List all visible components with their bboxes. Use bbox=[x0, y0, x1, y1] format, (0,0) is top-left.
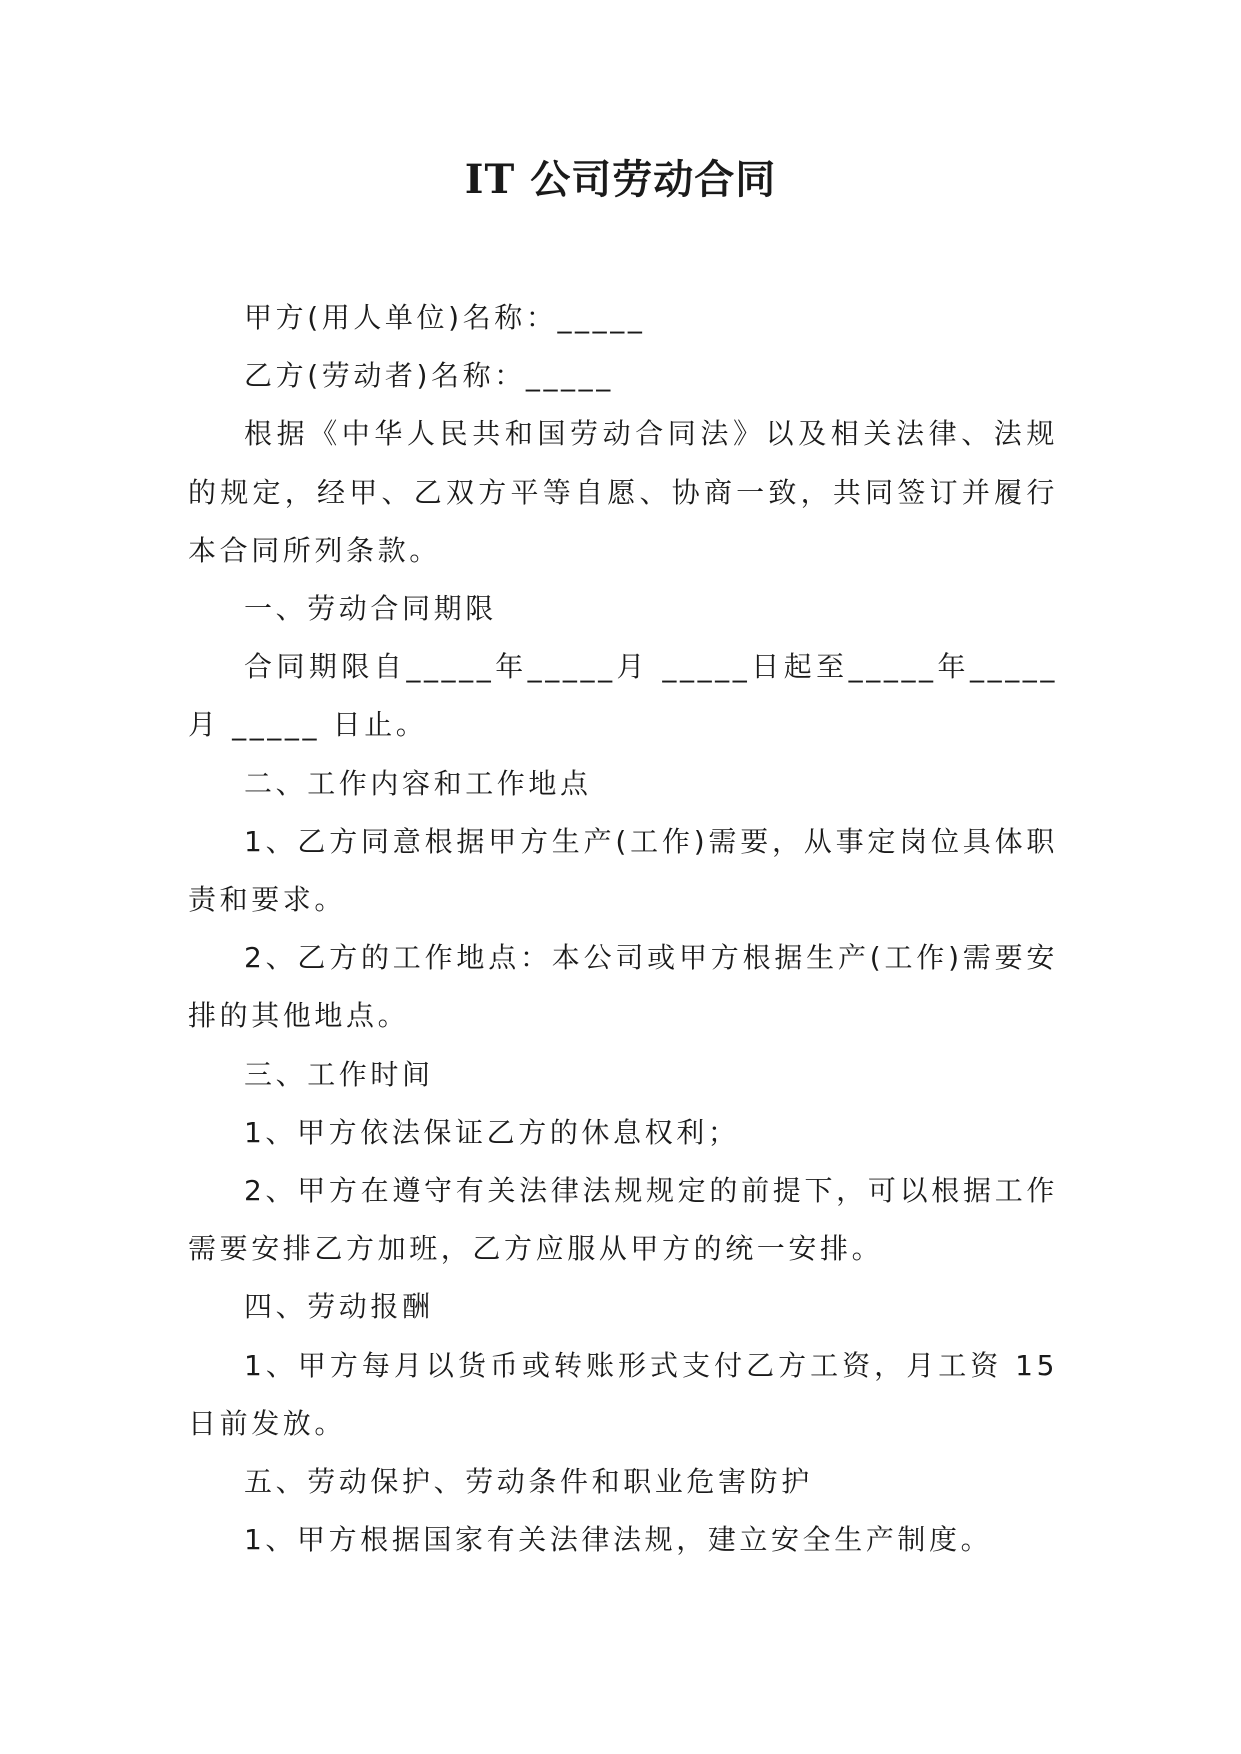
section-heading-work-content: 二、工作内容和工作地点 bbox=[244, 766, 592, 800]
section-heading-work-time: 三、工作时间 bbox=[244, 1057, 434, 1091]
document-body bbox=[188, 289, 1071, 1569]
section-heading-remuneration: 四、劳动报酬 bbox=[244, 1290, 434, 1324]
labor-protection-item-1: 1、甲方根据国家有关法律法规，建立安全生产制度。 bbox=[244, 1523, 993, 1557]
term-paragraph: 合同期限自_____年_____月 _____日起至_____年_____月 _____ 日止。 bbox=[188, 650, 1058, 742]
work-time-item-1: 1、甲方依法保证乙方的休息权利； bbox=[244, 1115, 740, 1149]
section-heading-term: 一、劳动合同期限 bbox=[244, 592, 497, 626]
preamble-paragraph: 根据《中华人民共和国劳动合同法》以及相关法律、法规的规定，经甲、乙双方平等自愿、协商一致，共同签订并履行本合同所列条款。 bbox=[188, 417, 1058, 567]
party-b-name-line: 乙方(劳动者)名称：_____ bbox=[244, 359, 614, 393]
remuneration-item-1: 1、甲方每月以货币或转账形式支付乙方工资，月工资 15 日前发放。 bbox=[188, 1348, 1071, 1440]
work-content-item-1: 1、乙方同意根据甲方生产(工作)需要，从事定岗位具体职责和要求。 bbox=[188, 824, 1058, 917]
document-title: IT 公司劳动合同 bbox=[464, 156, 777, 203]
work-content-item-2: 2、乙方的工作地点：本公司或甲方根据生产(工作)需要安排的其他地点。 bbox=[188, 941, 1058, 1033]
section-heading-labor-protection: 五、劳动保护、劳动条件和职业危害防护 bbox=[244, 1465, 813, 1499]
work-time-item-2: 2、甲方在遵守有关法律法规规定的前提下，可以根据工作需要安排乙方加班，乙方应服从甲方的统一安排。 bbox=[188, 1174, 1058, 1266]
party-a-name-line: 甲方(用人单位)名称：_____ bbox=[244, 301, 646, 334]
